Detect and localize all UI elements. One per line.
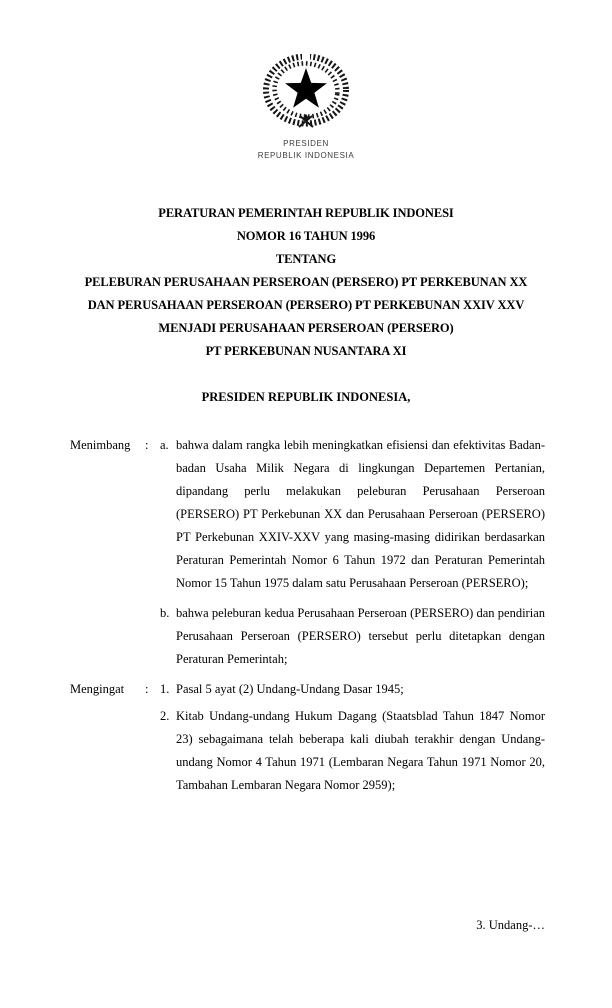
mengingat-colon: : (145, 682, 149, 696)
mengingat-section (70, 678, 545, 797)
item-text: Kitab Undang-undang Hukum Dagang (Staatsblad Tahun 1847 Nomor 23) sebagaimana telah beberapa kali diubah terakhir dengan Undang-undang Nomor 4 Tahun 1971 (Lembaran Negara Tahun 1971 Nomor 20, Tambahan Lembaran Negara Nomor 2959); (176, 709, 545, 792)
letterhead (0, 54, 612, 161)
title-line-peraturan: PERATURAN PEMERINTAH REPUBLIK INDONESI (158, 206, 454, 220)
title-line-dan-perusahaan: DAN PERUSAHAAN PERSEROAN (PERSERO) PT PERKEBUNAN XXIV XXV (87, 298, 525, 312)
emblem-caption-republik-indonesia: REPUBLIK INDONESIA (257, 150, 355, 160)
item-text: bahwa peleburan kedua Perusahaan Perseroan (PERSERO) dan pendirian Perusahaan Perseroan (PERSERO) tersebut perlu ditetapkan dengan Peraturan Pemerintah; (176, 606, 545, 666)
menimbang-section (70, 434, 545, 671)
considerans (0, 434, 612, 801)
mengingat-label: Mengingat (70, 682, 125, 696)
title-line-menjadi: MENJADI PERUSAHAAN PERSEROAN (PERSERO) (158, 321, 454, 335)
item-text: bahwa dalam rangka lebih meningkatkan efisiensi dan efektivitas Badan-badan Usaha Milik Negara di lingkungan Departemen Pertanian, dipandang perlu melakukan peleburan Perusahaan Perseroan (PERSERO) PT Perkebunan XX dan Perusahaan Perseroan (PERSERO) PT Perkebunan XXIV-XXV yang masing-masing didirikan berdasarkan Peraturan Pemerintah Nomor 6 Tahun 1972 dan Peraturan Pemerintah Nomor 15 Tahun 1975 dalam satu Perusahaan Perseroan (PERSERO); (176, 438, 545, 590)
page-catchword: 3. Undang-… (476, 918, 545, 932)
title-line-tentang: TENTANG (275, 252, 337, 266)
item-marker: 1. (160, 682, 170, 696)
title-line-nomor: NOMOR 16 TAHUN 1996 (236, 229, 376, 243)
emblem-caption (258, 138, 355, 161)
document-title (40, 202, 572, 363)
menimbang-colon: : (145, 438, 149, 452)
item-marker: b. (160, 606, 170, 620)
item-text: Pasal 5 ayat (2) Undang-Undang Dasar 1945; (176, 682, 404, 696)
star-wreath-emblem-icon (261, 54, 351, 132)
preamble-heading: PRESIDEN REPUBLIK INDONESIA, (201, 390, 411, 404)
mengingat-item-2 (70, 705, 545, 797)
menimbang-item-a (70, 434, 545, 595)
menimbang-item-b (70, 602, 545, 671)
item-marker: 2. (160, 709, 170, 723)
menimbang-label: Menimbang (70, 438, 131, 452)
title-line-peleburan: PELEBURAN PERUSAHAAN PERSEROAN (PERSERO) PT PERKEBUNAN XX (84, 275, 528, 289)
item-marker: a. (160, 438, 169, 452)
mengingat-item-1 (70, 678, 545, 701)
title-line-pt-perkebunan: PT PERKEBUNAN NUSANTARA XI (205, 344, 407, 358)
emblem-caption-presiden: PRESIDEN (283, 139, 329, 148)
